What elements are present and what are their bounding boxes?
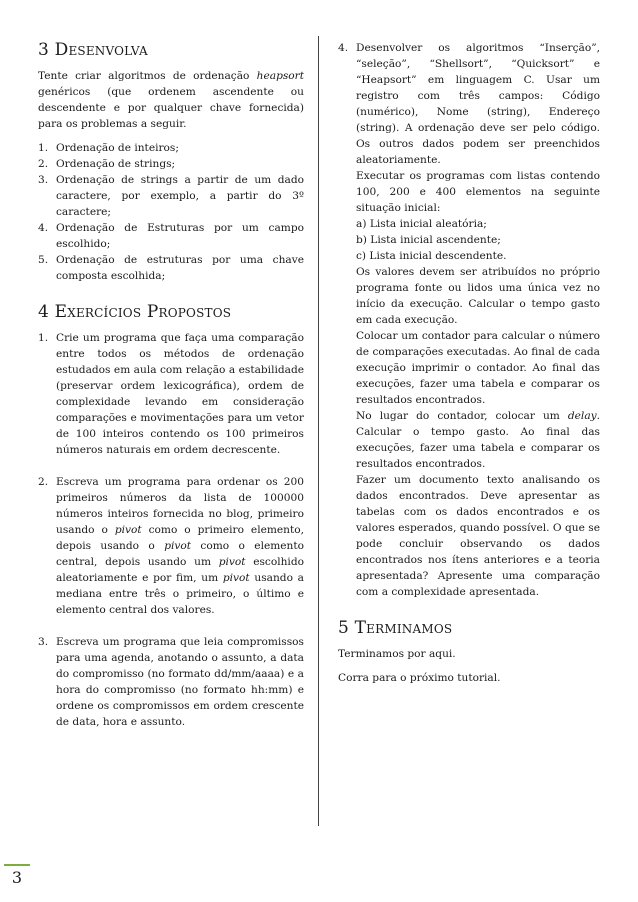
list-number: 5. [38, 254, 49, 266]
list-item [38, 252, 304, 284]
list-number: 3. [38, 174, 49, 186]
section-title-desenvolva: 3 Desenvolva [38, 40, 148, 60]
intro-text-2: genéricos (que ordenem ascendente ou descendente e por qualquer chave fornecida) para os problemas a seguir. [38, 86, 304, 130]
list-item [38, 156, 304, 172]
list-item-text: como o elemento central, depois usando um [56, 540, 305, 568]
list-number: 4. [38, 222, 49, 234]
item4-paragraph: Os valores devem ser atribuídos no próprio programa fonte ou lidos uma única vez no início da execução. Calcular o tempo gasto em cada execução. [356, 266, 600, 326]
terminamos-paragraph: Terminamos por aqui. [338, 648, 456, 660]
exercicios-list [38, 330, 304, 730]
list-item-text: Ordenação de inteiros; [56, 142, 179, 154]
pivot-emphasis: pivot [114, 524, 142, 536]
list-item [38, 140, 304, 156]
list-item-text: Escreva um programa para ordenar os 200 primeiros números da lista de 100000 números inteiros fornecida no blog, primeiro usando o [56, 476, 304, 536]
page-number: 3 [11, 868, 23, 887]
list-number: 1. [38, 332, 49, 344]
item4-text: No lugar do contador, colocar um [356, 410, 568, 422]
list-item-text: Ordenação de estruturas por uma chave composta escolhida; [56, 254, 304, 282]
list-item-text: Escreva um programa que leia compromissos para uma agenda, anotando o assunto, a data do compromisso (no formato dd/mm/aaaa) e a hora do compromisso (no formato hh:mm) e ordene os compromissos em ordem crescente de data, hora e assunto. [56, 636, 304, 728]
item4-paragraph: Colocar um contador para calcular o número de comparações executadas. Ao final de cada execução imprimir o contador. Ao final das execuções, fazer uma tabela e comparar os resultados encontrados. [356, 330, 600, 406]
list-number: 2. [38, 476, 49, 488]
right-column [338, 40, 600, 694]
section-exercicios [38, 302, 304, 730]
column-divider [318, 36, 319, 826]
list-number: 1. [38, 142, 49, 154]
list-item-text: Ordenação de strings a partir de um dado caractere, por exemplo, a partir do 3º caractere; [56, 174, 304, 218]
item4-paragraph [338, 408, 600, 472]
pivot-emphasis: pivot [222, 572, 250, 584]
item4-paragraph: Desenvolver os algoritmos “Inserção”, “seleção”, “Shellsort”, “Quicksort” e “Heapsort” em linguagem C. Usar um registro com três campos: Código (numérico), Nome (string), Endereço (string). A ordenação deve ser pelo código. Os outros dados podem ser preenchidos aleatoriamente. [356, 42, 600, 166]
list-number: 4. [338, 42, 349, 54]
section-terminamos [338, 618, 600, 686]
pivot-emphasis: pivot [164, 540, 191, 552]
left-column [38, 40, 304, 746]
pivot-emphasis: pivot [218, 556, 246, 568]
list-item-text: como o primeiro elemento, depois usando o [56, 524, 305, 552]
list-item [38, 172, 304, 220]
item4-option-b: b) Lista inicial ascendente; [356, 234, 501, 246]
section-title-terminamos: 5 Terminamos [338, 618, 453, 638]
intro-emphasis: heapsort [256, 70, 304, 82]
exercise-item-1 [38, 330, 304, 458]
exercise-item-2 [38, 474, 304, 618]
desenvolva-intro [38, 68, 304, 132]
item4-paragraph: Executar os programas com listas contendo 100, 200 e 400 elementos na seguinte situação inicial: [356, 170, 600, 214]
list-item-text: Ordenação de Estruturas por um campo escolhido; [56, 222, 304, 250]
list-item-text: Ordenação de strings; [56, 158, 176, 170]
exercise-item-4 [338, 40, 600, 600]
list-item [38, 220, 304, 252]
list-number: 2. [38, 158, 49, 170]
page-number-accent-bar [4, 864, 30, 866]
item4-paragraph: Fazer um documento texto analisando os dados encontrados. Deve apresentar as tabelas com os dados encontrados e os valores esperados, quando possível. O que se pode concluir observando os dados encontrados nos ítens anteriores e a teoria apresentada? Apresente uma comparação com a complexidade apresentada. [356, 474, 600, 598]
item4-text: . Calcular o tempo gasto. Ao final das execuções, fazer uma tabela e comparar os resultados encontrados. [356, 410, 600, 470]
list-item-text: usando a mediana entre três o primeiro, o último e elemento central dos valores. [56, 572, 304, 616]
list-number: 3. [38, 636, 49, 648]
item4-option-a: a) Lista inicial aleatória; [356, 218, 487, 230]
terminamos-paragraph: Corra para o próximo tutorial. [338, 672, 501, 684]
item4-option-c: c) Lista inicial descendente. [356, 250, 507, 262]
list-item-text: escolhido aleatoriamente e por fim, um [56, 556, 304, 584]
exercise-item-3 [38, 634, 304, 730]
section-desenvolva [38, 40, 304, 284]
list-item-text: Crie um programa que faça uma comparação entre todos os métodos de ordenação estudados em aula com relação a estabilidade (preservar ordem lexicográfica), ordem de complexidade levando em consideração comparações e movimentações para um vetor de 100 inteiros contendo os 100 primeiros números naturais em ordem decrescente. [56, 332, 304, 456]
desenvolva-list [38, 140, 304, 284]
intro-text-1: Tente criar algoritmos de ordenação [38, 70, 257, 82]
delay-emphasis: delay [567, 410, 597, 422]
section-title-exercicios: 4 Exercícios Propostos [38, 302, 232, 322]
